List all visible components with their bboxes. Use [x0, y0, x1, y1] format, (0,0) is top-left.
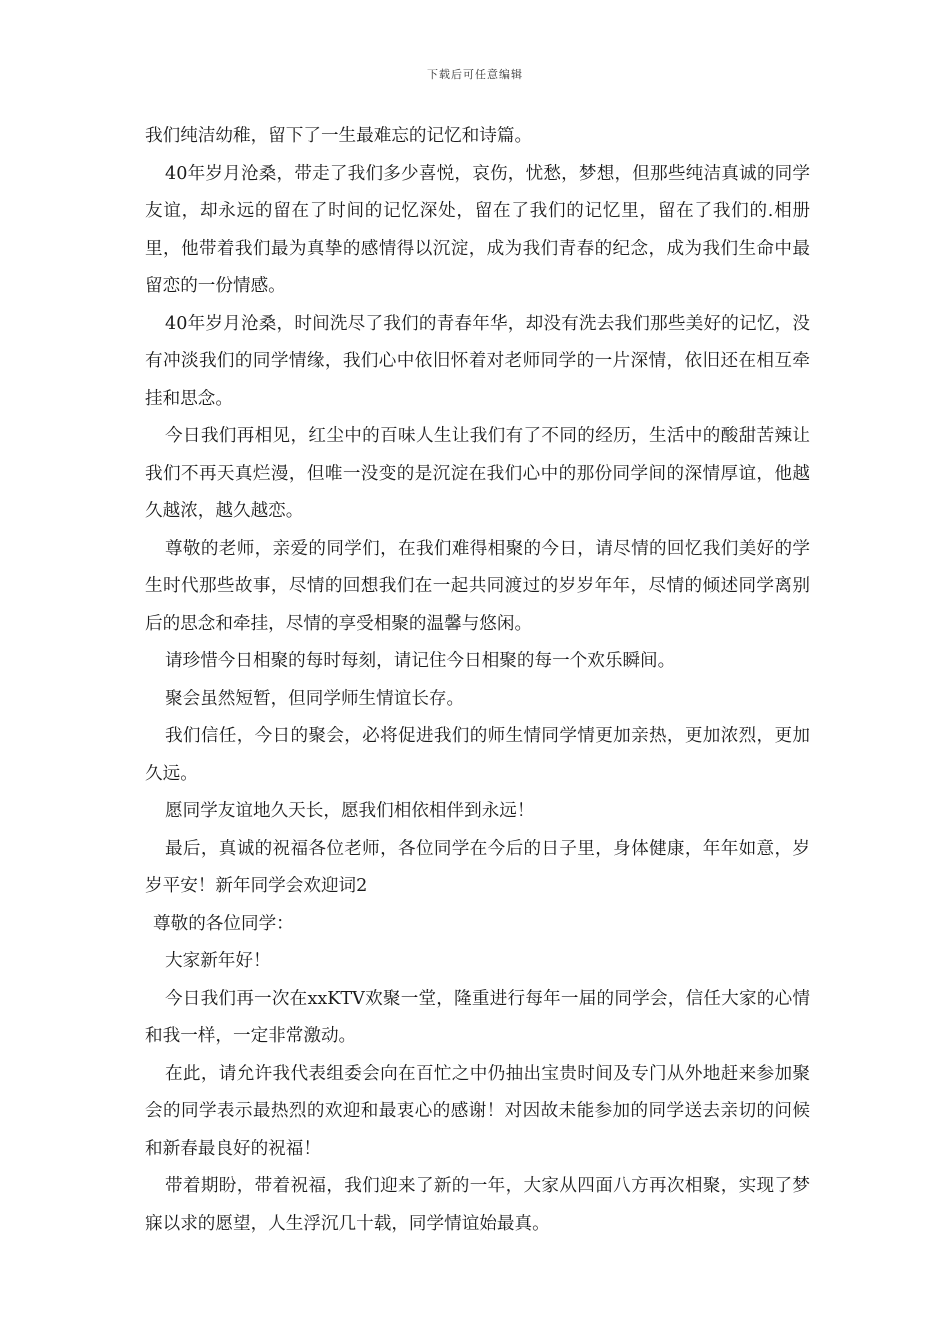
- paragraph: 今日我们再相见，红尘中的百味人生让我们有了不同的经历，生活中的酸甜苦辣让我们不再天真烂漫，但唯一没变的是沉淀在我们心中的那份同学间的深情厚谊，他越久越浓，越久越恋。: [145, 426, 810, 521]
- paragraph: 最后，真诚的祝福各位老师，各位同学在今后的日子里，身体健康，年年如意，岁岁平安！新年同学会欢迎词2: [145, 838, 810, 896]
- paragraph: 聚会虽然短暂，但同学师生情谊长存。: [165, 688, 465, 709]
- page-header-caption: 下载后可任意编辑: [427, 68, 523, 81]
- paragraph: 愿同学友谊地久天长，愿我们相依相伴到永远！: [165, 801, 535, 821]
- document-body: [145, 118, 810, 1243]
- paragraph: 我们纯洁幼稚，留下了一生最难忘的记忆和诗篇。: [145, 126, 533, 146]
- greeting: 大家新年好！: [165, 951, 271, 971]
- paragraph: 带着期盼，带着祝福，我们迎来了新的一年，大家从四面八方再次相聚，实现了梦寐以求的愿望，人生浮沉几十载，同学情谊始最真。: [145, 1176, 810, 1234]
- paragraph: 我们信任，今日的聚会，必将促进我们的师生情同学情更加亲热，更加浓烈，更加久远。: [145, 726, 810, 784]
- paragraph: 40年岁月沧桑，时间洗尽了我们的青春年华，却没有洗去我们那些美好的记忆，没有冲淡我们的同学情缘，我们心中依旧怀着对老师同学的一片深情，依旧还在相互牵挂和思念。: [145, 313, 810, 409]
- paragraph: 今日我们再一次在xxKTV欢聚一堂，隆重进行每年一届的同学会，信任大家的心情和我一样，一定非常激动。: [145, 988, 810, 1046]
- salutation: 尊敬的各位同学：: [153, 913, 294, 934]
- paragraph: 请珍惜今日相聚的每时每刻，请记住今日相聚的每一个欢乐瞬间。: [165, 651, 676, 671]
- paragraph: 在此，请允许我代表组委会向在百忙之中仍抽出宝贵时间及专门从外地赶来参加聚会的同学表示最热烈的欢迎和最衷心的感谢！对因故未能参加的同学送去亲切的问候和新春最良好的祝福！: [145, 1063, 810, 1159]
- paragraph: 尊敬的老师，亲爱的同学们，在我们难得相聚的今日，请尽情的回忆我们美好的学生时代那些故事，尽情的回想我们在一起共同渡过的岁岁年年，尽情的倾述同学离别后的思念和牵挂，尽情的享受相聚的温馨与悠闲。: [145, 538, 810, 634]
- paragraph: 40年岁月沧桑，带走了我们多少喜悦，哀伤，忧愁，梦想，但那些纯洁真诚的同学友谊，却永远的留在了时间的记忆深处，留在了我们的记忆里，留在了我们的.相册里，他带着我们最为真挚的感情得以沉淀，成为我们青春的纪念，成为我们生命中最留恋的一份情感。: [145, 163, 810, 296]
